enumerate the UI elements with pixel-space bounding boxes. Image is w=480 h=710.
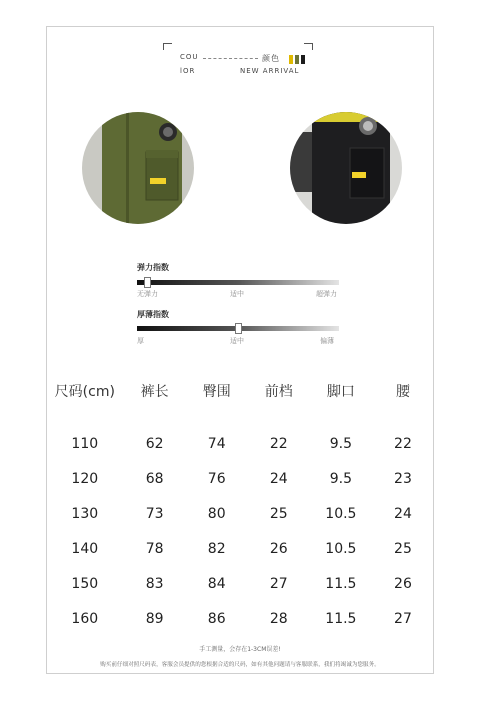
cell-size: 150 (71, 575, 99, 592)
purchase-note: 购买前仔细对照尺码表，客服会员提供的您根据合适的尺码，如有其他问题请与客服联系，我们将竭诚为您服务。 (100, 662, 380, 668)
cell-length: 83 (145, 575, 164, 592)
table-row (46, 601, 434, 636)
header-bracket-left (163, 43, 172, 50)
table-row (46, 566, 434, 601)
table-row (46, 496, 434, 531)
header-front-rise: 前档 (264, 384, 293, 400)
swatch-black (301, 55, 305, 64)
thickness-title: 厚薄指数 (137, 310, 169, 319)
cell-size: 130 (71, 505, 99, 522)
header-dashes (203, 58, 258, 59)
cell-front-rise: 28 (269, 610, 288, 627)
cell-leg-opening: 10.5 (325, 505, 357, 522)
header-waist: 腰 (395, 384, 410, 400)
thickness-marker (235, 323, 242, 334)
cell-hip: 76 (207, 470, 226, 487)
elasticity-label-high: 超弹力 (316, 290, 337, 298)
cell-hip: 80 (207, 505, 226, 522)
cell-length: 68 (145, 470, 164, 487)
cell-leg-opening: 10.5 (325, 540, 357, 557)
header-bracket-right (304, 43, 313, 50)
header-cou: COU (180, 53, 199, 61)
swatch-green (295, 55, 299, 64)
cell-leg-opening: 11.5 (325, 575, 357, 592)
cell-length: 62 (145, 435, 164, 452)
cell-hip: 86 (207, 610, 226, 627)
cell-front-rise: 26 (269, 540, 288, 557)
thickness-label-mid: 适中 (230, 337, 244, 345)
cell-hip: 82 (207, 540, 226, 557)
table-header-row (46, 376, 434, 406)
cell-size: 120 (71, 470, 99, 487)
cell-front-rise: 22 (269, 435, 288, 452)
header-leg-opening: 脚口 (326, 384, 355, 400)
product-image-green (82, 112, 194, 224)
header-new-arrival: NEW ARRIVAL (240, 67, 300, 75)
elasticity-label-low: 无弹力 (137, 290, 158, 298)
swatch-yellow (289, 55, 293, 64)
cell-waist: 26 (394, 575, 412, 592)
cell-leg-opening: 9.5 (329, 470, 352, 487)
cell-size: 160 (71, 610, 99, 627)
header-hip: 臀围 (202, 384, 231, 400)
elasticity-title: 弹力指数 (137, 263, 169, 272)
header-lor: lOR (180, 67, 196, 75)
cell-waist: 24 (394, 505, 412, 522)
table-row (46, 426, 434, 461)
measurement-note: 手工测量，会存在1-3CM误差! (199, 646, 281, 653)
cell-front-rise: 27 (269, 575, 288, 592)
cell-waist: 27 (394, 610, 412, 627)
cell-length: 78 (145, 540, 164, 557)
header-size: 尺码(cm) (54, 384, 115, 400)
cell-waist: 25 (394, 540, 412, 557)
cell-length: 73 (145, 505, 164, 522)
elasticity-label-mid: 适中 (230, 290, 244, 298)
table-row (46, 461, 434, 496)
thickness-label-low: 厚 (137, 337, 144, 345)
size-table (46, 376, 434, 636)
cell-waist: 22 (394, 435, 412, 452)
elasticity-marker (144, 277, 151, 288)
cell-hip: 74 (207, 435, 226, 452)
cell-front-rise: 25 (269, 505, 288, 522)
header-length: 裤长 (140, 384, 169, 400)
cell-hip: 84 (207, 575, 226, 592)
header-color-label: 颜色 (262, 54, 280, 63)
elasticity-bar (137, 280, 339, 285)
thickness-label-high: 偏薄 (320, 337, 334, 345)
cell-leg-opening: 9.5 (329, 435, 352, 452)
product-image-black (290, 112, 402, 224)
cell-size: 140 (71, 540, 99, 557)
cell-size: 110 (71, 435, 99, 452)
cell-front-rise: 24 (269, 470, 288, 487)
cell-waist: 23 (394, 470, 412, 487)
cell-leg-opening: 11.5 (325, 610, 357, 627)
cell-length: 89 (145, 610, 164, 627)
table-row (46, 531, 434, 566)
